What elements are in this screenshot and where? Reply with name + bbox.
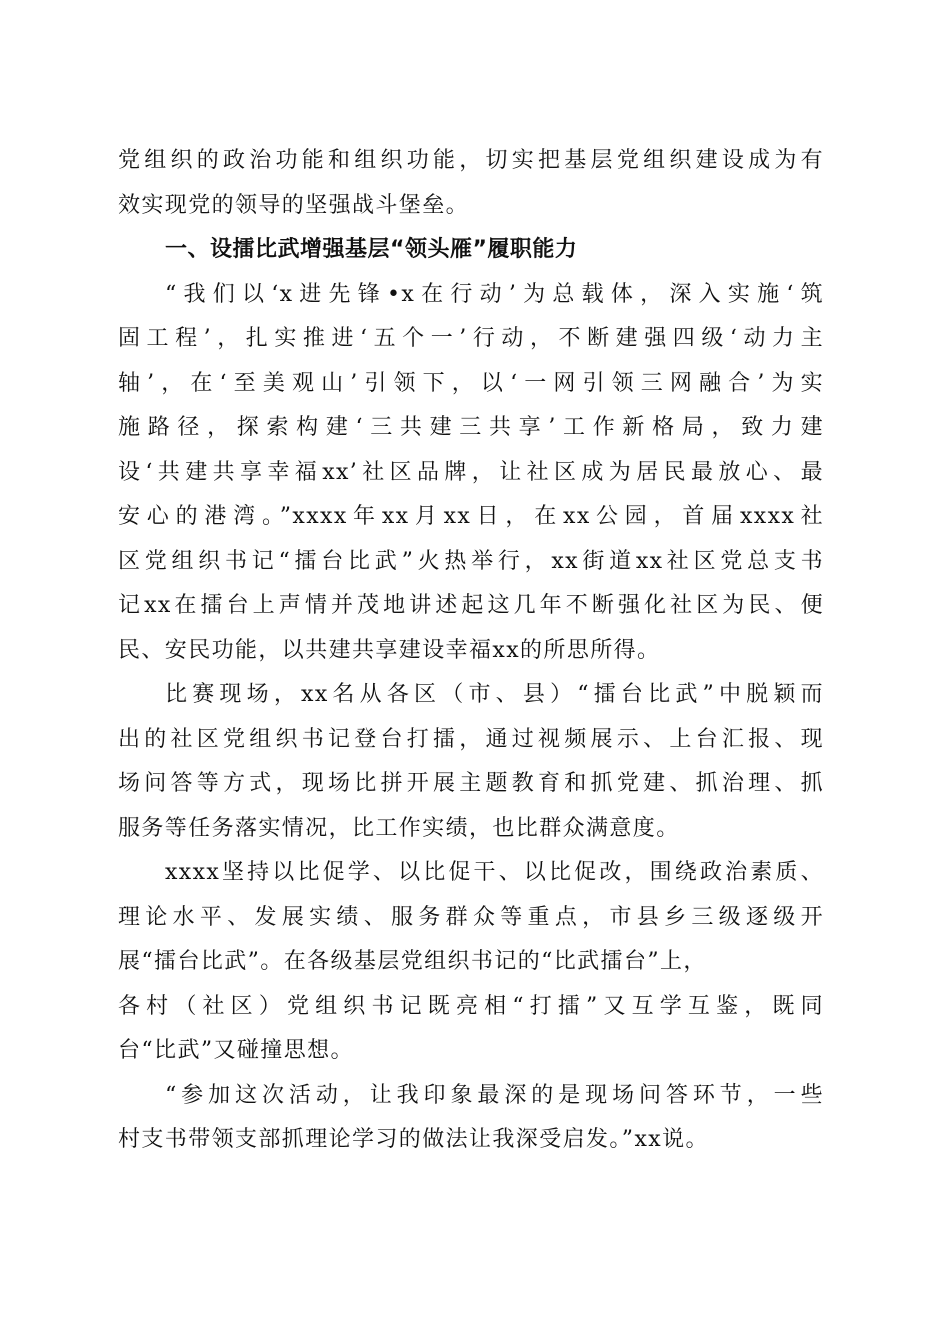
text-line: 固工程’，扎实推进‘五个一’行动，不断建强四级‘动力主 [118, 326, 824, 351]
paragraph-2 [118, 680, 824, 858]
text-line: 设‘共建共享幸福xx’社区品牌，让社区成为居民最放心、最 [118, 459, 824, 485]
text-line: 理论水平、发展实绩、服务群众等重点，市县乡三级逐级开 [118, 904, 824, 930]
document-page [118, 146, 824, 1170]
text-line: 比赛现场，xx名从各区（市、县）“擂台比武”中脱颖而 [165, 682, 824, 707]
text-line: 轴’，在‘至美观山’引领下，以‘一网引领三网融合’为实 [118, 370, 824, 396]
text-line: 效实现党的领导的坚强战斗堡垒。 [118, 192, 470, 218]
text-line: 场问答等方式，现场比拼开展主题教育和抓党建、抓治理、抓 [118, 771, 824, 796]
text-line: 服务等任务落实情况，比工作实绩，也比群众满意度。 [118, 815, 680, 841]
text-line: 台“比武”又碰撞思想。 [118, 1038, 354, 1063]
text-line: 党组织的政治功能和组织功能，切实把基层党组织建设成为有 [118, 148, 824, 173]
text-line: 区党组织书记“擂台比武”火热举行，xx街道xx社区党总支书 [118, 548, 824, 574]
intro-paragraph [118, 146, 824, 235]
text-line: “我们以‘x进先锋•x在行动’为总载体，深入实施‘筑 [165, 281, 824, 307]
text-line: 民、安民功能，以共建共享建设幸福xx的所思所得。 [118, 637, 661, 663]
paragraph-4 [118, 1081, 824, 1170]
paragraph-1 [118, 280, 824, 681]
text-line: xxxx坚持以比促学、以比促干、以比促改，围绕政治素质、 [165, 860, 824, 885]
text-line: “参加这次活动，让我印象最深的是现场问答环节，一些 [165, 1082, 824, 1108]
text-line: 安心的港湾。”xxxx年xx月xx日，在xx公园，首届xxxx社 [118, 504, 824, 529]
text-line: 记xx在擂台上声情并茂地讲述起这几年不断强化社区为民、便 [118, 593, 824, 618]
text-line: 出的社区党组织书记登台打擂，通过视频展示、上台汇报、现 [118, 726, 824, 752]
section-heading: 一、设擂比武增强基层“领头雁”履职能力 [165, 237, 578, 262]
text-line: 各村（社区）党组织书记既亮相“打擂”又互学互鉴，既同 [118, 993, 824, 1019]
paragraph-3 [118, 858, 824, 1081]
text-line: 村支书带领支部抓理论学习的做法让我深受启发。”xx说。 [118, 1127, 709, 1152]
text-line: 施路径，探索构建‘三共建三共享’工作新格局，致力建 [118, 415, 824, 440]
text-line: 展“擂台比武”。在各级基层党组织书记的“比武擂台”上， [118, 949, 707, 974]
